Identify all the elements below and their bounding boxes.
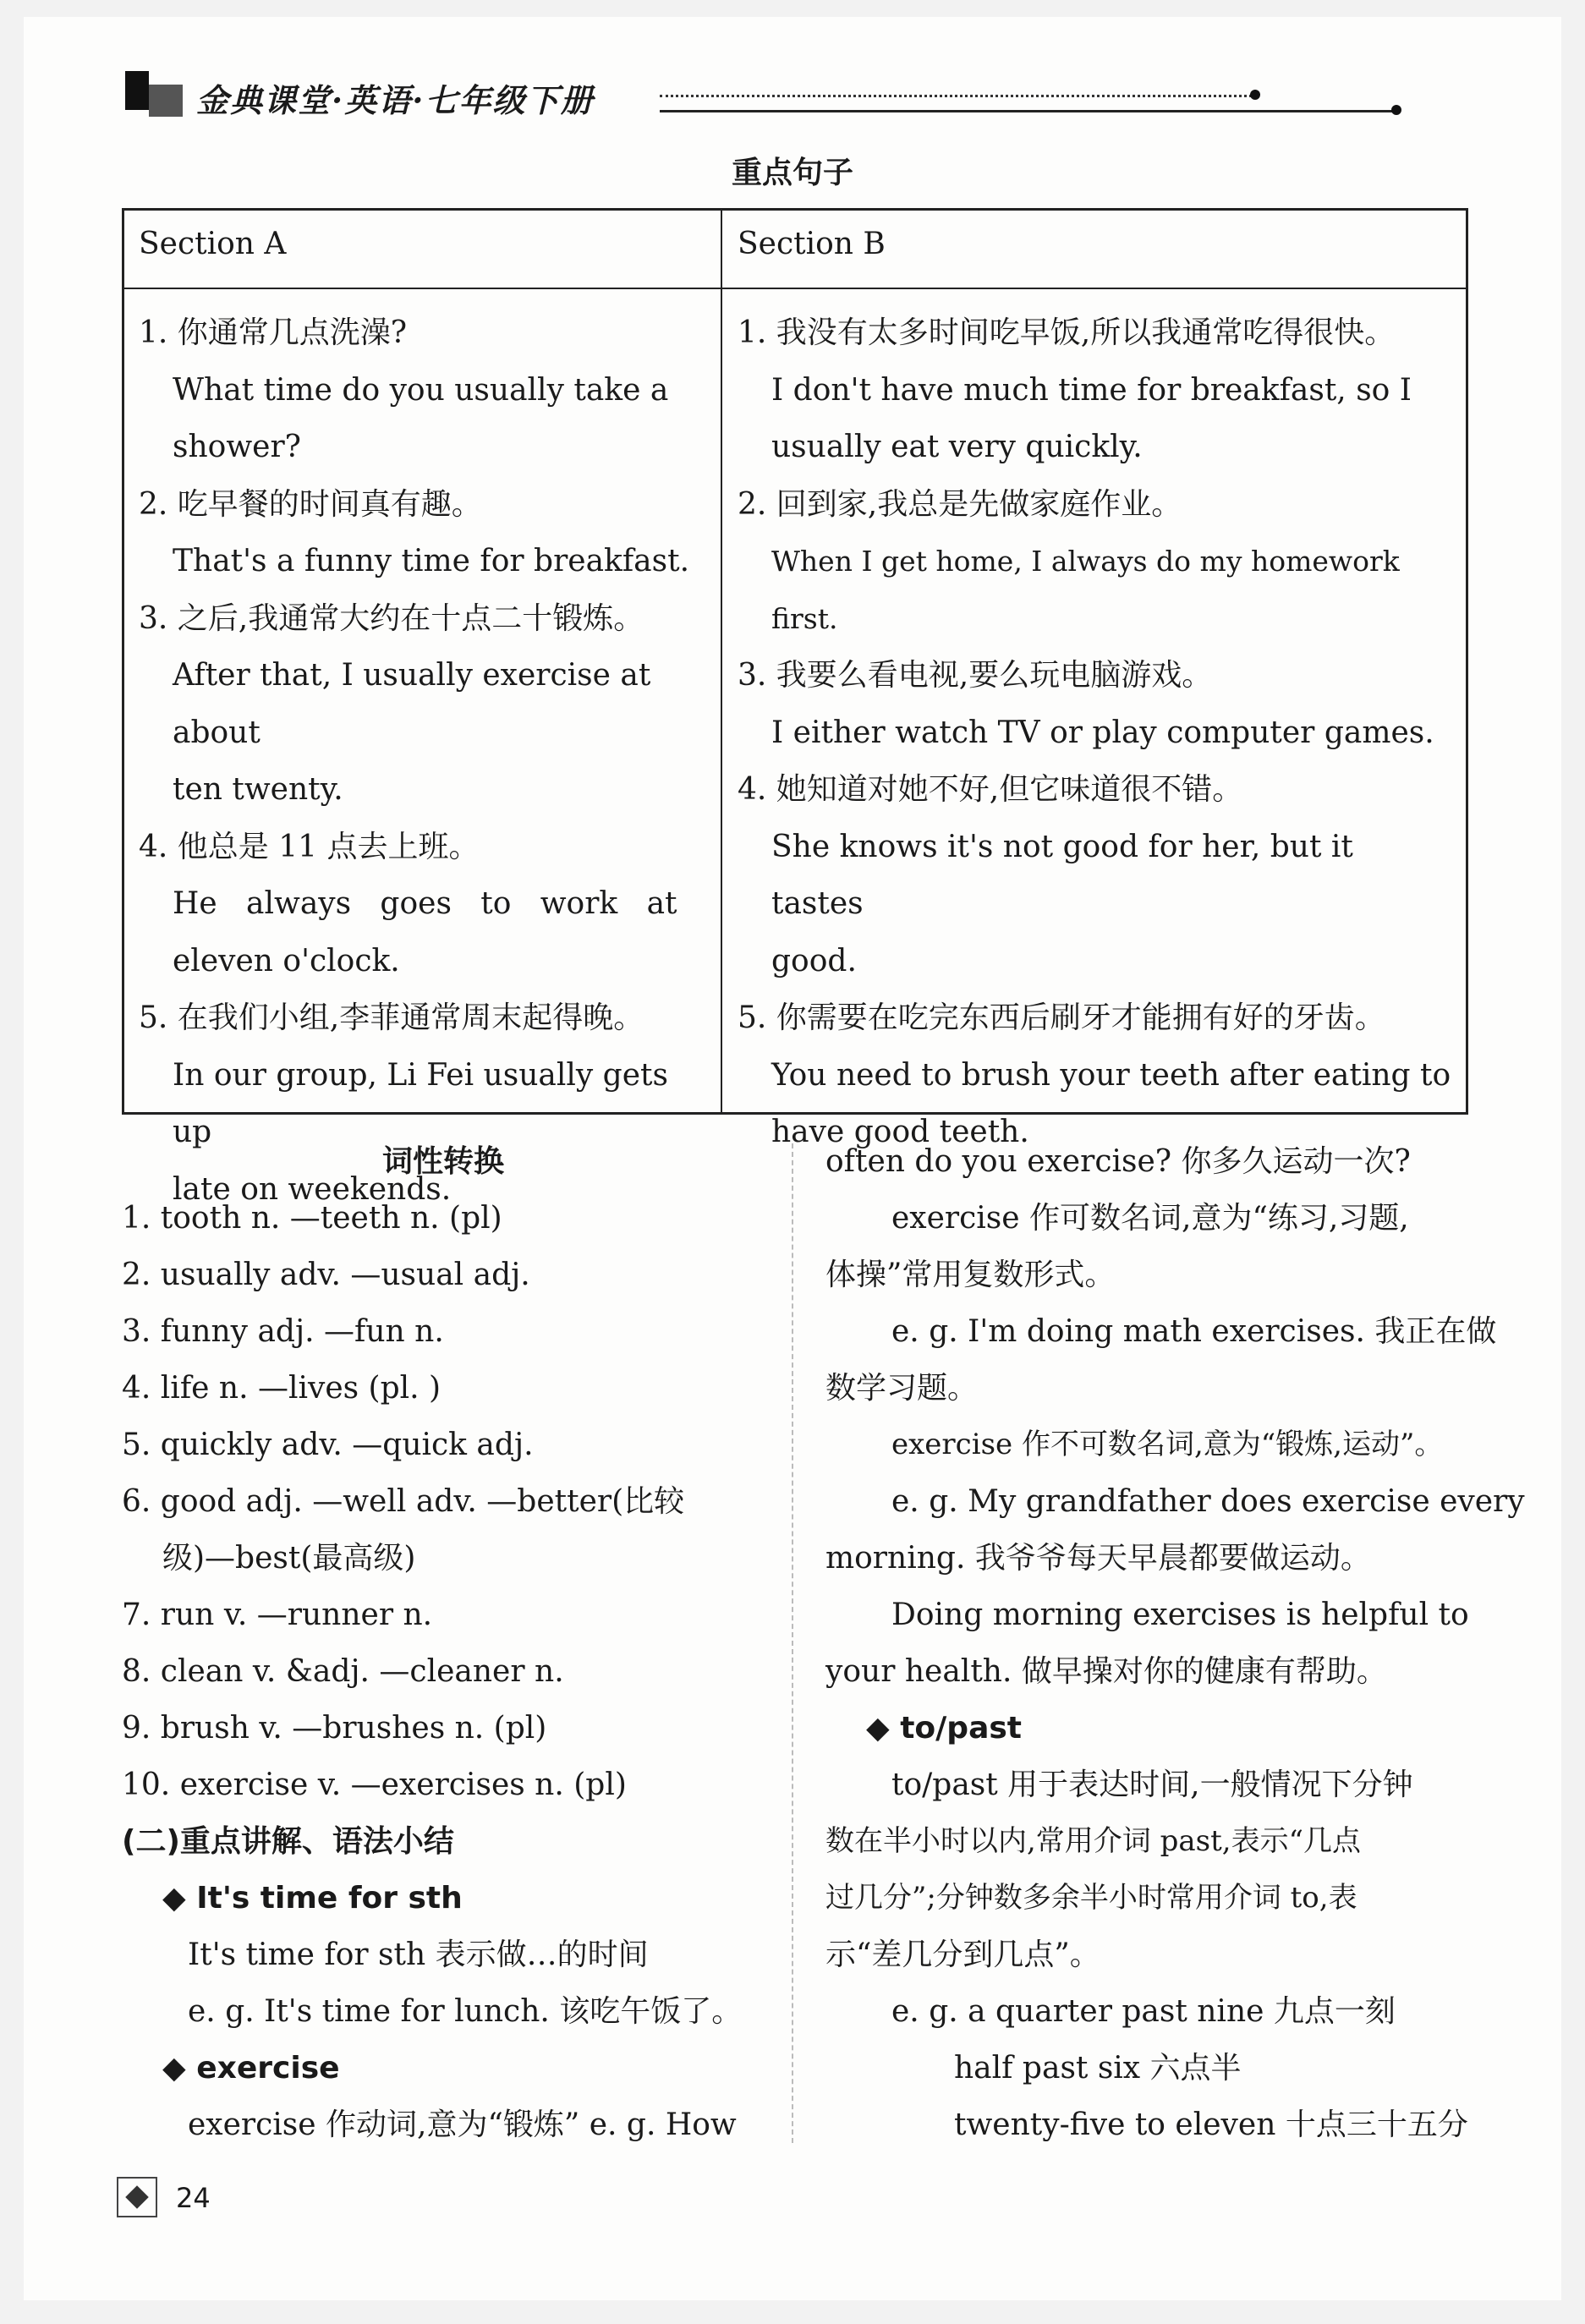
sentence-zh: 3. 之后,我通常大约在十点二十锻炼。: [139, 600, 644, 636]
sentence-en: After that, I usually exercise at about: [173, 658, 651, 750]
example-line: e. g. a quarter past nine 九点一刻: [891, 1994, 1396, 2029]
sentence-en: shower?: [173, 430, 301, 464]
word-form-item: 8. clean v. &adj. —cleaner n.: [122, 1654, 564, 1689]
sentence-en: have good teeth.: [771, 1115, 1029, 1149]
sentence-en: You need to brush your teeth after eating to: [771, 1057, 1451, 1093]
sentence-zh: 5. 你需要在吃完东西后刷牙才能拥有好的牙齿。: [738, 1000, 1385, 1035]
sentence-zh: 3. 我要么看电视,要么玩电脑游戏。: [738, 658, 1213, 693]
word-form-item: 6. good adj. —well adv. —better(比较: [122, 1484, 685, 1519]
header-block-shade-icon: [149, 85, 183, 117]
grammar-line: exercise 作不可数名词,意为“锻炼,运动”。: [891, 1428, 1444, 1461]
sentence-en: I either watch TV or play computer games.: [771, 715, 1434, 750]
word-form-item: 5. quickly adv. —quick adj.: [122, 1428, 534, 1462]
sentence-en: ten twenty.: [173, 772, 343, 807]
word-form-item: 3. funny adj. —fun n.: [122, 1314, 444, 1349]
grammar-point-title: ◆ It's time for sth: [162, 1881, 463, 1916]
section-title: 重点句子: [731, 156, 853, 190]
header-dot-icon: [1391, 105, 1401, 115]
grammar-line: your health. 做早操对你的健康有帮助。: [825, 1654, 1387, 1689]
sentence-en: I don't have much time for breakfast, so I: [771, 372, 1412, 408]
table-header-divider: [122, 288, 1468, 289]
grammar-line: 数在半小时以内,常用介词 past,表示“几点: [825, 1824, 1361, 1858]
grammar-point-title: ◆ exercise: [162, 2051, 340, 2086]
table-header-section-b: Section B: [738, 227, 886, 261]
word-form-item: 4. life n. —lives (pl. ): [122, 1371, 441, 1406]
word-form-item: 7. run v. —runner n.: [122, 1598, 433, 1632]
table-column-divider: [721, 208, 722, 1115]
grammar-line: 示“差几分到几点”。: [825, 1938, 1100, 1972]
word-form-item: 2. usually adv. —usual adj.: [122, 1258, 530, 1292]
sentence-en: When I get home, I always do my homework first.: [771, 545, 1400, 635]
header-dotted-rule: [660, 95, 1252, 97]
grammar-line: 体操”常用复数形式。: [825, 1258, 1116, 1292]
sentence-zh: 5. 在我们小组,李菲通常周末起得晚。: [139, 1000, 644, 1035]
sentence-en: He always goes to work at: [173, 886, 677, 921]
sentence-zh: 2. 回到家,我总是先做家庭作业。: [738, 486, 1182, 522]
grammar-line: morning. 我爷爷每天早晨都要做运动。: [825, 1541, 1371, 1576]
grammar-subsection-title: (二)重点讲解、语法小结: [122, 1824, 454, 1859]
grammar-line: 数学习题。: [825, 1371, 979, 1406]
sentence-zh: 4. 她知道对她不好,但它味道很不错。: [738, 772, 1243, 807]
sentence-en: What time do you usually take a: [173, 372, 669, 408]
header-solid-rule: [660, 110, 1396, 112]
page-number-icon: [117, 2177, 157, 2217]
sentence-en: eleven o'clock.: [173, 943, 400, 978]
grammar-line: exercise 作动词,意为“锻炼” e. g. How: [188, 2107, 737, 2142]
right-column: [825, 1133, 1525, 2153]
sentence-en: That's a funny time for breakfast.: [173, 544, 690, 578]
word-form-item: 9. brush v. —brushes n. (pl): [122, 1711, 547, 1746]
word-forms-title: 词性转换: [381, 1144, 504, 1179]
column-divider: [792, 1143, 793, 2143]
grammar-line: to/past 用于表达时间,一般情况下分钟: [891, 1768, 1413, 1802]
sentence-zh: 1. 我没有太多时间吃早饭,所以我通常吃得很快。: [738, 315, 1396, 350]
header-title: 金典课堂·英语·七年级下册: [196, 81, 595, 119]
section-b-column: [738, 304, 1453, 1161]
table-header-section-a: Section A: [139, 227, 287, 261]
sentence-zh: 2. 吃早餐的时间真有趣。: [139, 486, 482, 522]
sentence-zh: 4. 他总是 11 点去上班。: [139, 829, 480, 864]
grammar-line: 过几分”;分钟数多余半小时常用介词 to,表: [825, 1881, 1357, 1915]
section-a-column: [139, 304, 709, 1218]
grammar-line: e. g. It's time for lunch. 该吃午饭了。: [188, 1994, 743, 2029]
left-column: [122, 1133, 765, 2153]
grammar-line: exercise 作可数名词,意为“练习,习题,: [891, 1201, 1409, 1236]
page-number: 24: [176, 2182, 211, 2214]
word-form-item: 1. tooth n. —teeth n. (pl): [122, 1201, 502, 1236]
sentence-en: usually eat very quickly.: [771, 430, 1143, 464]
grammar-line: It's time for sth 表示做…的时间: [188, 1938, 649, 1972]
header-block-icon: [125, 71, 149, 110]
sentence-en: She knows it's not good for her, but it tastes: [771, 829, 1353, 921]
word-form-item: 级)—best(最高级): [162, 1541, 416, 1576]
grammar-line: often do you exercise? 你多久运动一次?: [825, 1144, 1411, 1179]
grammar-line: Doing morning exercises is helpful to: [891, 1598, 1469, 1632]
word-form-item: 10. exercise v. —exercises n. (pl): [122, 1768, 627, 1802]
example-line: twenty-five to eleven 十点三十五分: [954, 2107, 1468, 2142]
grammar-line: e. g. I'm doing math exercises. 我正在做: [891, 1314, 1497, 1349]
sentence-en: In our group, Li Fei usually gets up: [173, 1057, 668, 1149]
example-line: half past six 六点半: [954, 2051, 1242, 2086]
sentence-en: late on weekends.: [173, 1171, 452, 1207]
grammar-line: e. g. My grandfather does exercise every: [891, 1484, 1525, 1519]
grammar-point-title: ◆ to/past: [866, 1711, 1023, 1746]
header-dot-icon: [1250, 90, 1260, 100]
sentence-zh: 1. 你通常几点洗澡?: [139, 315, 408, 350]
sentence-en: good.: [771, 943, 857, 978]
